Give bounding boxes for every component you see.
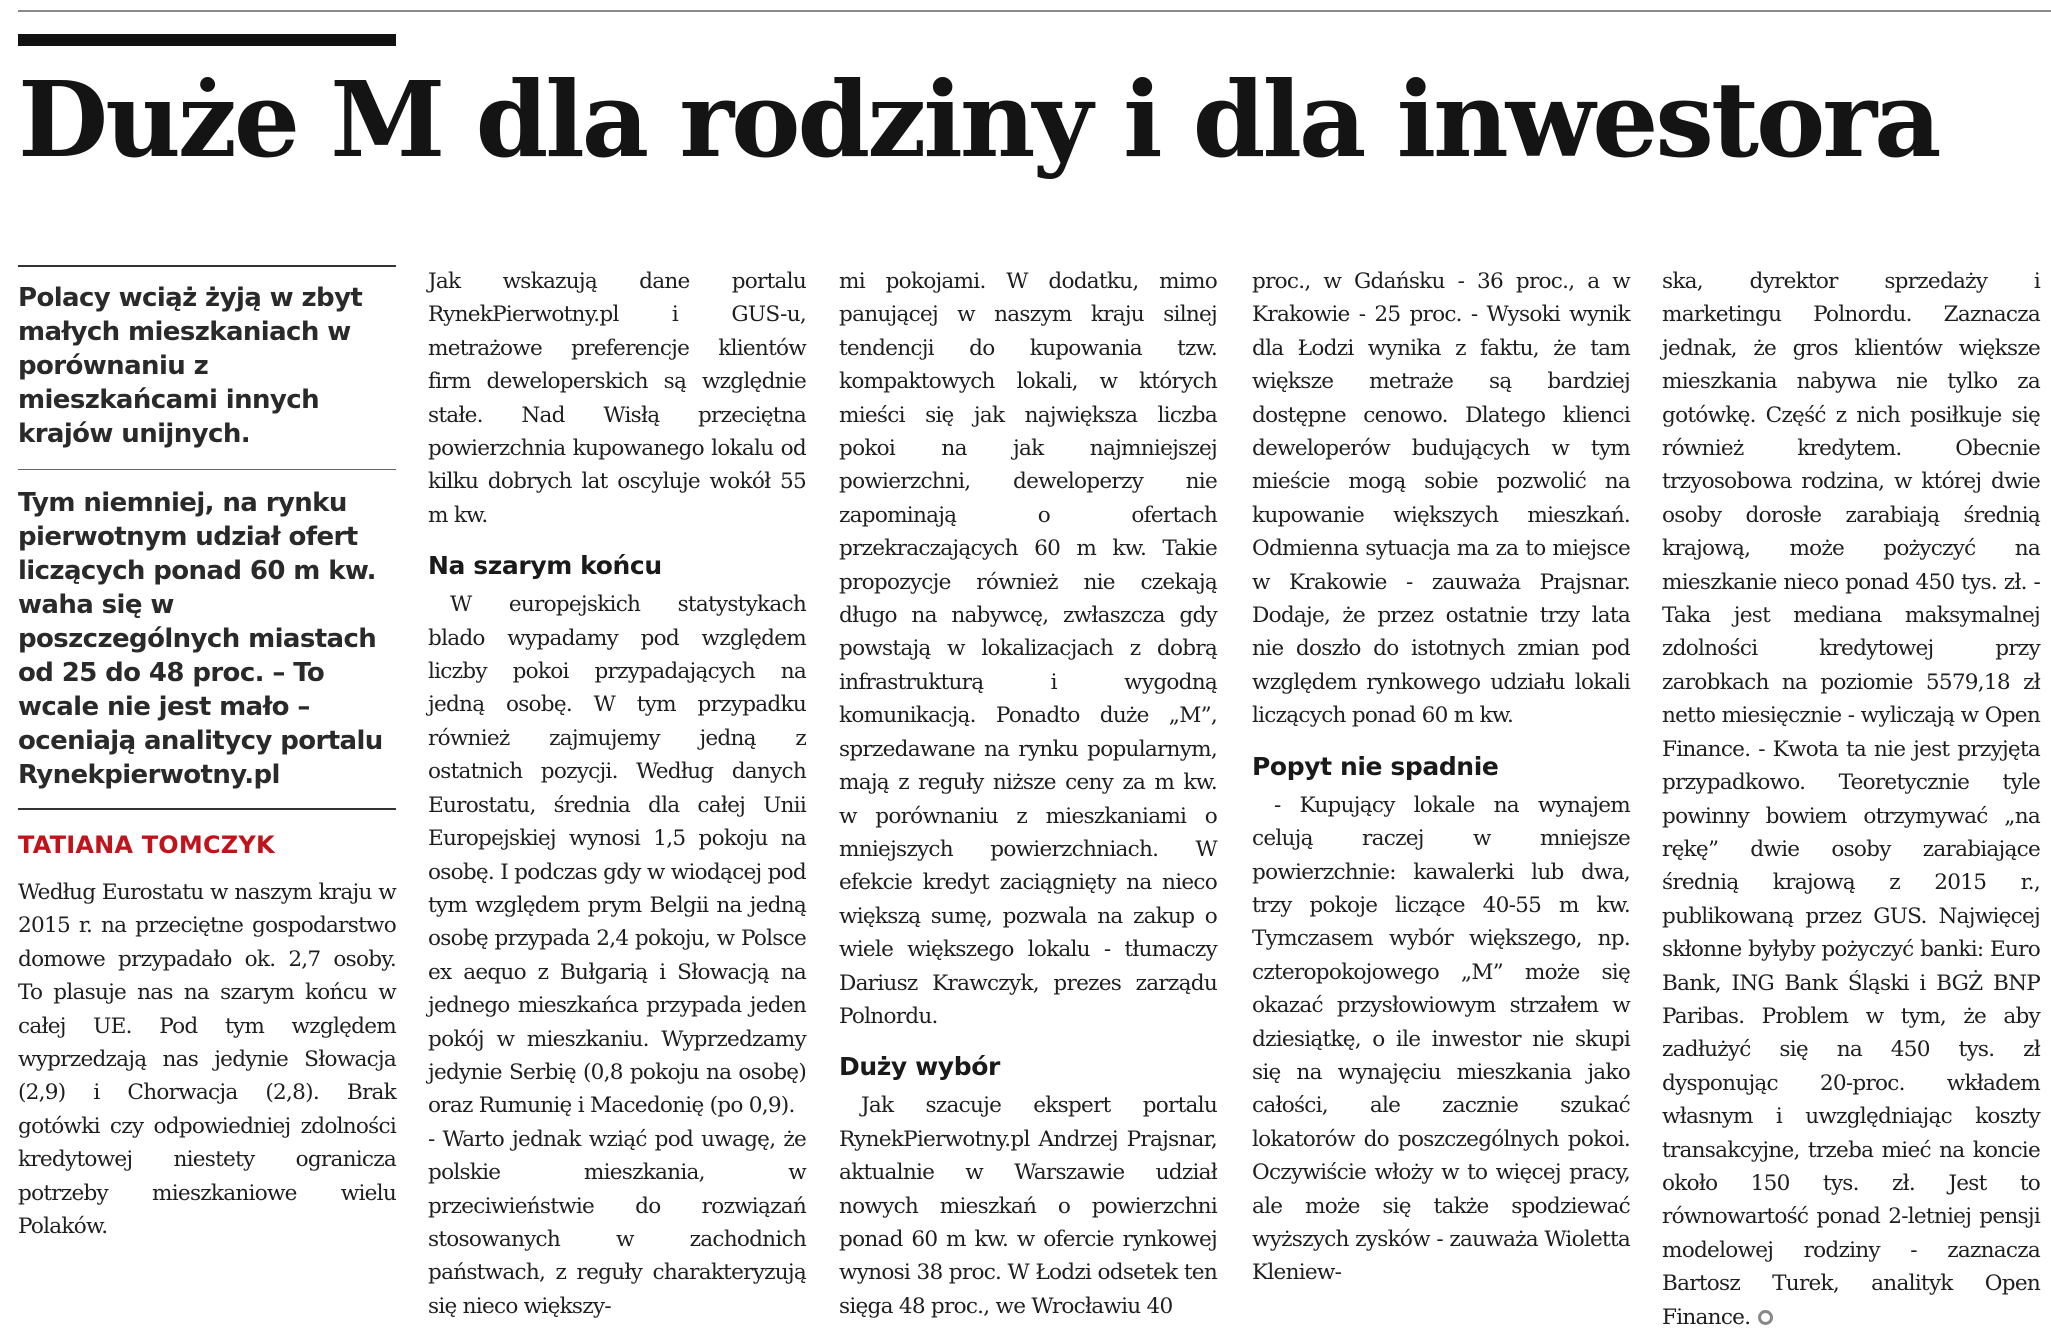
article-column-4 (1252, 265, 1630, 1290)
body-paragraph: - Kupujący lokale na wynajem celują raczej w mniejsze powierzchnie: kawalerki lub dwa, trzy pokoje liczące 40-55 m kw. Tymczasem wybór większego, np. czteropokojowego „M” może się okazać przysłowiowym strzałem w dziesiątkę, o ile inwestor nie skupi się na wynajęciu mieszkania jako całości, ale zacznie szukać lokatorów do poszczególnych pokoi. Oczywiście włoży w to więcej pracy, ale może się także spodziewać wyższych zysków - zauważa Wioletta Kleniew- (1252, 792, 1630, 1286)
body-text: ska, dyrektor sprzedaży i marketingu Polnordu. Zaznacza jednak, że gros klientów większe mieszkania nabywa nie tylko za gotówkę. Część z nich posiłkuje się również kredytem. Obecnie trzyosobowa rodzina, w której dwie osoby dorosłe zarabiają średnią krajową, może pożyczyć na mieszkanie nieco ponad 450 tys. zł. - Taka jest mediana maksymalnej zdolności kredytowej przy zarobkach na poziomie 5579,18 zł netto miesięcznie - wyliczają w Open Finance. - Kwota ta nie jest przyjęta przypadkowo. Teoretycznie tyle powinny bowiem otrzymywać „na rękę” dwie osoby zarabiające średnią krajową z 2015 r., publikowaną przez GUS. Najwięcej skłonne byłyby pożyczyć banki: Euro Bank, ING Bank Śląski i BGŻ BNP Paribas. Problem w tym, że aby zadłużyć się na 450 tys. zł dysponując 20-proc. wkładem własnym i uwzględniając koszty transakcyjne, trzeba mieć na koncie około 150 tys. zł. Jest to równowartość ponad 2-letniej pensji modelowej rodziny - zaznacza Bartosz Turek, analityk Open Finance. (1662, 269, 2040, 1330)
end-of-article-icon (1758, 1310, 1773, 1325)
body-paragraph: Według Eurostatu w naszym kraju w 2015 r. na przeciętne gospodarstwo domowe przypadało ok. 2,7 osoby. To plasuje nas na szarym końcu w całej UE. Pod tym względem wyprzedzają nas jedynie Słowacja (2,9) i Chorwacja (2,8). Brak gotówki czy odpowiedniej zdolności kredytowej niestety ogranicza potrzeby mieszkaniowe wielu Polaków. (18, 880, 396, 1240)
headline: Duże M dla rodziny i dla inwestora (18, 58, 1939, 181)
body-paragraph: proc., w Gdańsku - 36 proc., a w Krakowie - 25 proc. - Wysoki wynik dla Łodzi wynika z faktu, że tam większe metraże są bardziej dostępne cenowo. Dlatego klienci deweloperów budujących w tym mieście mogą sobie pozwolić na kupowanie większych mieszkań. Odmienna sytuacja ma za to miejsce w Krakowie - zauważa Prajsnar. Dodaje, że przez ostatnie trzy lata nie doszło do istotnych zmian pod względem rynkowego udziału lokali liczących ponad 60 m kw. (1252, 269, 1630, 729)
body-paragraph: mi pokojami. W dodatku, mimo panującej w naszym kraju silnej tendencji do kupowania tzw. kompaktowych lokali, w których mieści się jak największa liczba pokoi na jak najmniejszej powierzchni, deweloperzy nie zapominają o ofertach przekraczających 60 m kw. Takie propozycje również nie czekają długo na nabywcę, zwłaszcza gdy powstają w lokalizacjach z dobrą infrastrukturą i wygodną komunikacją. Ponadto duże „M”, sprzedawane na rynku popularnym, mają z reguły niższe ceny za m kw. w porównaniu z mieszkaniami o mniejszych powierzchniach. W efekcie kredyt zaciągnięty na nieco większą sumę, pozwala na zakup o wiele większego lokalu - tłumaczy Dariusz Krawczyk, prezes zarządu Polnordu. (839, 269, 1217, 1029)
section-heading: Popyt nie spadnie (1252, 751, 1499, 781)
lead-paragraph-2: Tym niemniej, na rynku pierwotnym udział ofert liczących ponad 60 m kw. waha się w poszczególnych miastach od 25 do 48 proc. – To wcale nie jest mało – oceniają analitycy portalu Rynekpierwotny.pl (18, 488, 383, 790)
article-column-2 (428, 265, 806, 1323)
article-column-5 (1662, 265, 2040, 1334)
body-paragraph (1662, 265, 2040, 1334)
article-column-3 (839, 265, 1217, 1323)
lead-bottom-rule (18, 808, 396, 810)
body-paragraph: Jak wskazują dane portalu RynekPierwotny.pl i GUS-u, metrażowe preferencje klientów firm deweloperskich są względnie stałe. Nad Wisłą przeciętna powierzchnia kupowanego lokalu od kilku dobrych lat oscyluje wokół 55 m kw. (428, 269, 806, 528)
author-byline: TATIANA TOMCZYK (18, 831, 275, 859)
section-heading: Na szarym końcu (428, 551, 662, 581)
body-paragraph: W europejskich statystykach blado wypadamy pod względem liczby pokoi przypadających na jedną osobę. W tym przypadku również zajmujemy jedną z ostatnich pozycji. Według danych Eurostatu, średnia dla całej Unii Europejskiej wynosi 1,5 pokoju na osobę. I podczas gdy w wiodącej pod tym względem prym Belgii na jedną osobę przypada 2,4 pokoju, w Polsce ex aequo z Bułgarią i Słowacją na jednego mieszkańca przypada jeden pokój w mieszkaniu. Wyprzedzamy jedynie Serbię (0,8 pokoju na osobę) oraz Rumunię i Macedonię (po 0,9). (428, 592, 806, 1119)
section-bar (18, 34, 396, 46)
body-paragraph: Jak szacuje ekspert portalu RynekPierwotny.pl Andrzej Prajsnar, aktualnie w Warszawie udział nowych mieszkań o powierzchni ponad 60 m kw. w ofercie rynkowej wynosi 38 proc. W Łodzi odsetek ten sięga 48 proc., we Wrocławiu 40 (839, 1093, 1217, 1319)
lead-column (18, 265, 396, 1243)
lead-paragraph-1: Polacy wciąż żyją w zbyt małych mieszkaniach w porównaniu z mieszkańcami innych krajów unijnych. (18, 283, 363, 449)
top-rule (18, 10, 2051, 12)
section-heading: Duży wybór (839, 1052, 1000, 1082)
body-paragraph: - Warto jednak wziąć pod uwagę, że polskie mieszkania, w przeciwieństwie do rozwiązań stosowanych w zachodnich państwach, z reguły charakteryzują się nieco większy- (428, 1126, 806, 1319)
